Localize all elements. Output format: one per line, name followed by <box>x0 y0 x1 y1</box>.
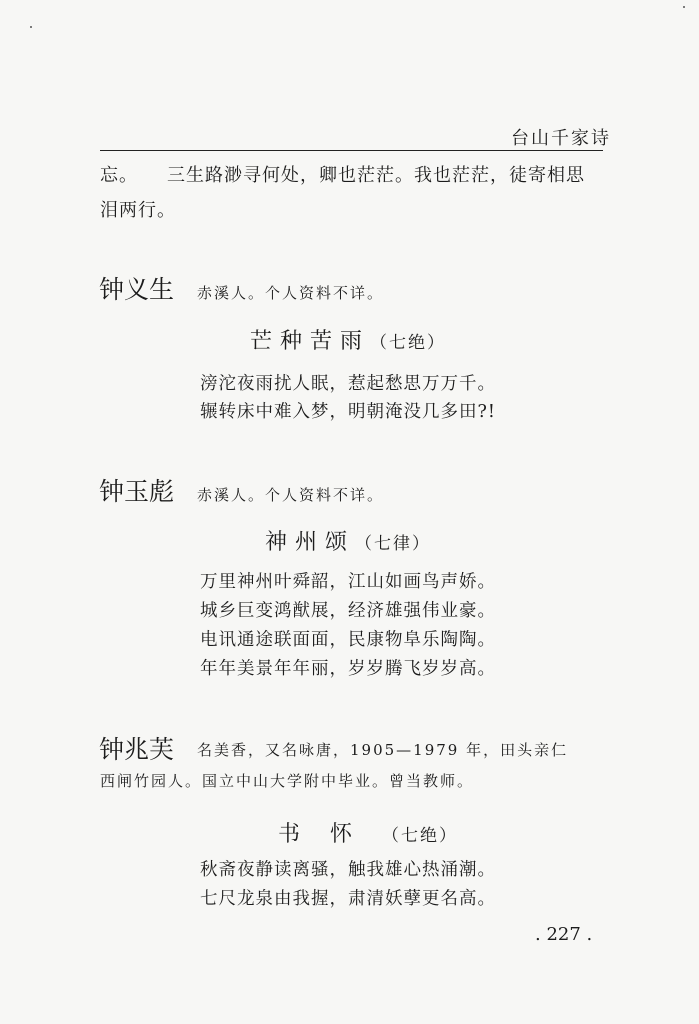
poem-form: （七律） <box>355 534 432 554</box>
author-name: 钟兆芙 <box>99 735 175 764</box>
poem-title: 神州颂 <box>265 530 356 555</box>
poem-title: 书怀 <box>278 822 383 847</box>
poem-line: 万里神州叶舜韶，江山如画鸟声娇。 <box>200 572 496 592</box>
poem-title: 芒种苦雨 <box>250 329 371 354</box>
poem-line: 滂沱夜雨扰人眠，惹起愁思万万千。 <box>200 374 496 394</box>
author-name: 钟玉彪 <box>99 477 175 506</box>
poem-heading <box>278 817 458 848</box>
poem-line: 城乡巨变鸿猷展，经济雄强伟业豪。 <box>200 601 496 621</box>
poem-line: 秋斋夜静读离骚，触我雄心热涌潮。 <box>200 860 496 880</box>
author-bio: 赤溪人。个人资料不详。 <box>197 486 385 504</box>
poem-form: （七绝） <box>370 333 447 353</box>
poem-line: 电讯通途联面面，民康物阜乐陶陶。 <box>200 630 496 650</box>
header-rule <box>100 150 603 151</box>
poem-heading <box>265 525 431 556</box>
poem-heading <box>250 324 446 355</box>
scan-speck <box>30 26 32 28</box>
continuation-line: 泪两行。 <box>100 200 176 221</box>
book-title: 台山千家诗 <box>511 128 611 149</box>
author-bio: 西闸竹园人。国立中山大学附中毕业。曾当教师。 <box>100 772 475 790</box>
poem-line: 年年美景年年丽，岁岁腾飞岁岁高。 <box>200 659 496 679</box>
scan-speck <box>683 6 685 8</box>
author-bio: 赤溪人。个人资料不详。 <box>197 284 385 302</box>
continuation-line: 忘。 三生路渺寻何处，卿也茫茫。我也茫茫，徒寄相思 <box>100 165 585 186</box>
poem-form: （七绝） <box>382 826 459 846</box>
page-number: . 227 . <box>535 924 593 945</box>
author-name: 钟义生 <box>99 275 175 304</box>
poem-line: 七尺龙泉由我握，肃清妖孽更名高。 <box>200 889 496 909</box>
poem-line: 辗转床中难入梦，明朝淹没几多田?! <box>200 402 496 422</box>
author-bio: 名美香，又名咏唐，1905—1979 年，田头亲仁 <box>197 741 569 759</box>
